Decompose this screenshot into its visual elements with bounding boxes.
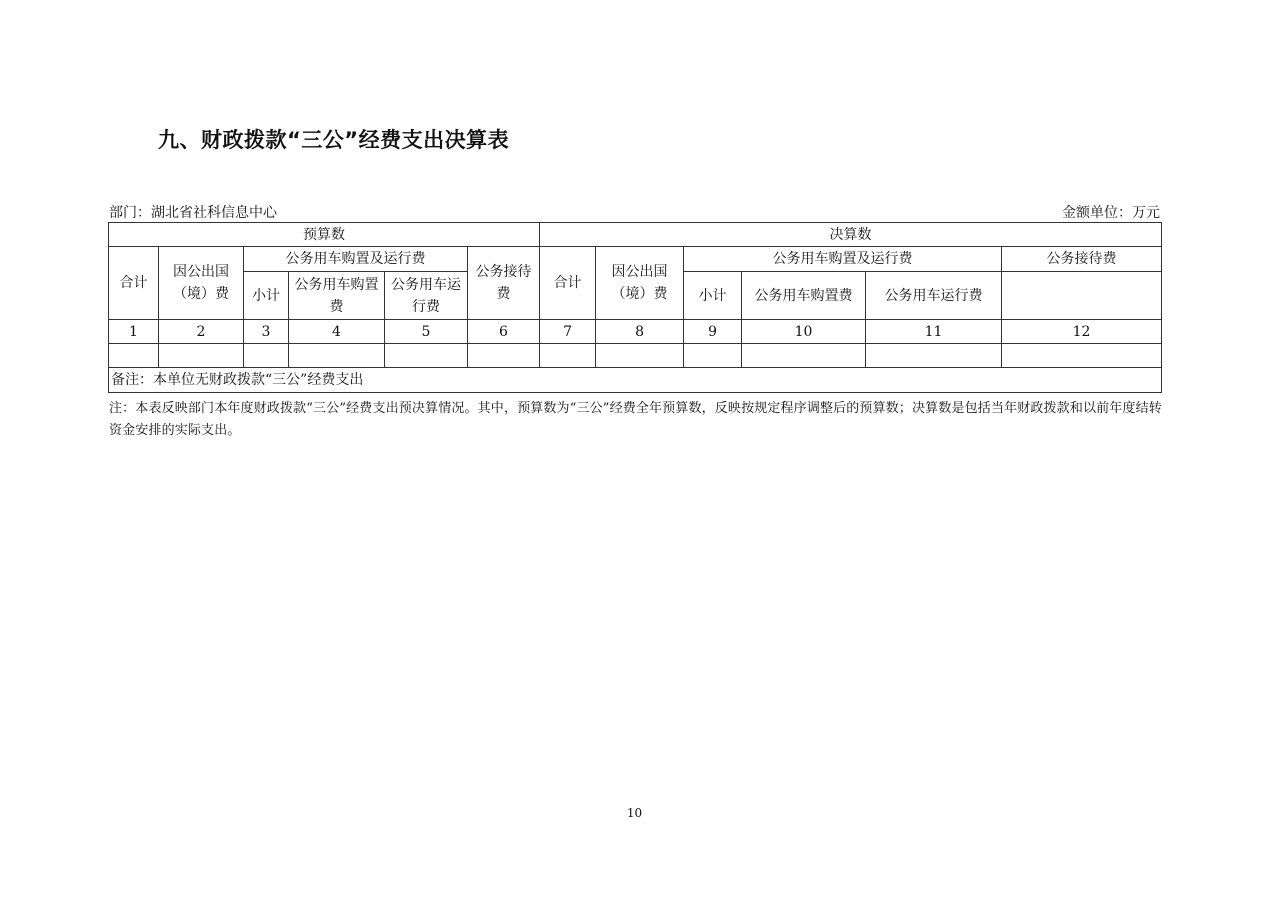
final-header: 决算数 <box>540 223 1162 247</box>
amount-unit-label: 金额单位：万元 <box>1062 205 1160 221</box>
final-vehicle-operation-header: 公务用车运行费 <box>866 272 1002 320</box>
column-number: 5 <box>385 320 468 344</box>
final-reception-blank-cell <box>1002 272 1162 320</box>
data-cell <box>540 344 596 368</box>
data-cell <box>289 344 385 368</box>
data-cell <box>468 344 540 368</box>
table-footnote: 注：本表反映部门本年度财政拨款“三公”经费支出预决算情况。其中，预算数为“三公”经费全年预算数，反映按规定程序调整后的预算数；决算数是包括当年财政拨款和以前年度结转资金安排的实际支出。 <box>109 401 1162 438</box>
column-number: 12 <box>1002 320 1162 344</box>
remark-cell: 备注：本单位无财政拨款“三公”经费支出 <box>109 368 1162 393</box>
data-cell <box>244 344 289 368</box>
data-cell <box>109 344 159 368</box>
column-number: 9 <box>684 320 742 344</box>
data-cell <box>866 344 1002 368</box>
budget-vehicle-purchase-header: 公务用车购置费 <box>289 272 385 320</box>
column-number: 11 <box>866 320 1002 344</box>
data-cell <box>385 344 468 368</box>
page-title: 九、财政拨款“三公”经费支出决算表 <box>158 128 510 152</box>
column-number-row <box>109 320 1162 344</box>
budget-vehicle-operation-header: 公务用车运行费 <box>385 272 468 320</box>
budget-vehicle-subtotal-header: 小计 <box>244 272 289 320</box>
department-label: 部门：湖北省社科信息中心 <box>109 205 277 221</box>
final-vehicle-group-header: 公务用车购置及运行费 <box>684 247 1002 272</box>
column-number: 7 <box>540 320 596 344</box>
budget-reception-header: 公务接待费 <box>468 247 540 320</box>
budget-total-header: 合计 <box>109 247 159 320</box>
column-number: 10 <box>742 320 866 344</box>
remark-row <box>109 368 1162 393</box>
data-cell <box>742 344 866 368</box>
three-public-expenses-table <box>108 222 1162 393</box>
data-cell <box>1002 344 1162 368</box>
final-vehicle-subtotal-header: 小计 <box>684 272 742 320</box>
column-number: 3 <box>244 320 289 344</box>
final-reception-header: 公务接待费 <box>1002 247 1162 272</box>
data-cell <box>684 344 742 368</box>
column-number: 1 <box>109 320 159 344</box>
data-cell <box>159 344 244 368</box>
final-abroad-header: 因公出国（境）费 <box>596 247 684 320</box>
table-row <box>109 344 1162 368</box>
column-number: 2 <box>159 320 244 344</box>
table-header-row <box>109 247 1162 272</box>
data-cell <box>596 344 684 368</box>
budget-vehicle-group-header: 公务用车购置及运行费 <box>244 247 468 272</box>
column-number: 8 <box>596 320 684 344</box>
budget-abroad-header: 因公出国（境）费 <box>159 247 244 320</box>
page-number: 10 <box>626 806 643 820</box>
table-header-row <box>109 223 1162 247</box>
final-total-header: 合计 <box>540 247 596 320</box>
final-vehicle-purchase-header: 公务用车购置费 <box>742 272 866 320</box>
column-number: 4 <box>289 320 385 344</box>
budget-header: 预算数 <box>109 223 540 247</box>
column-number: 6 <box>468 320 540 344</box>
